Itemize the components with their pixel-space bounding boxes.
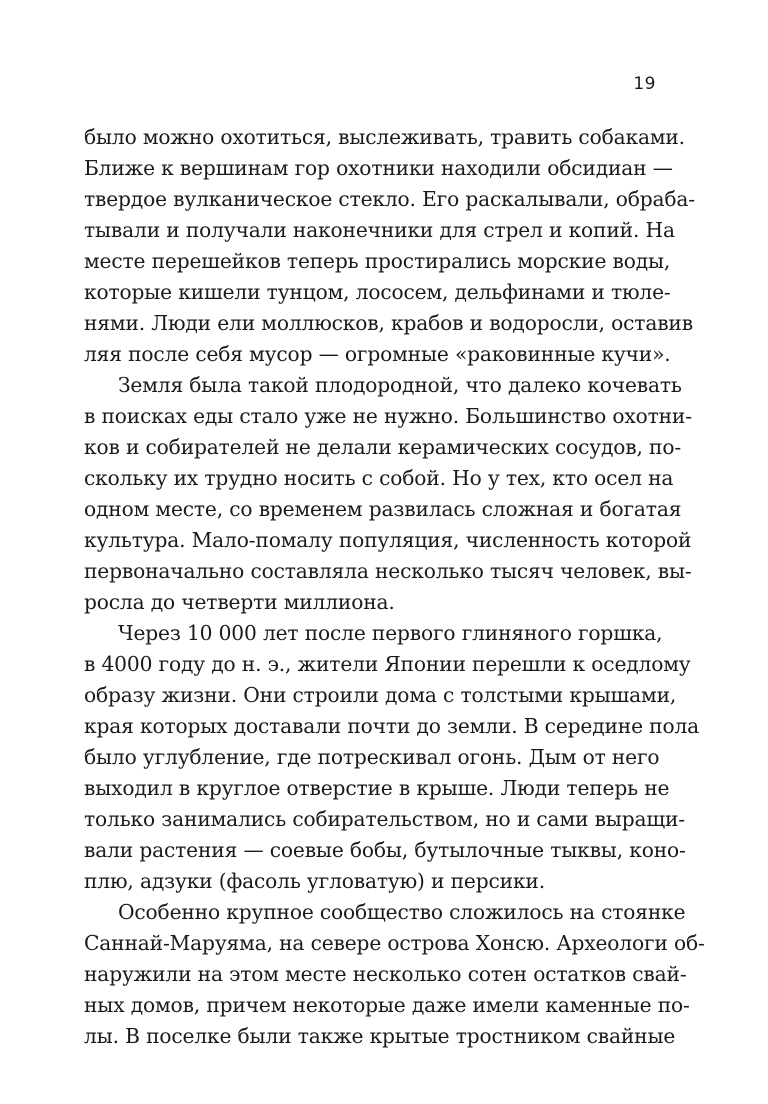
text-line: только занимались собирательством, но и сами выращи- [84, 807, 685, 831]
text-line: культура. Мало-помалу популяция, численность которой [84, 528, 692, 552]
text-line: Через 10 000 лет после первого глиняного горшка, [118, 621, 663, 645]
paragraph [84, 897, 705, 1052]
text-line: росла до четверти миллиона. [84, 590, 395, 614]
text-line: твердое вулканическое стекло. Его раскалывали, обраба- [84, 187, 695, 211]
text-line: в поисках еды стало уже не нужно. Большинство охотни- [84, 404, 692, 428]
text-line: лы. В поселке были также крытые тростником свайные [84, 1024, 676, 1048]
paragraph [84, 370, 692, 618]
text-line: одном месте, со временем развилась сложная и богатая [84, 497, 682, 521]
text-line: Особенно крупное сообщество сложилось на стоянке [118, 900, 686, 924]
text-line: было углубление, где потрескивал огонь. Дым от него [84, 745, 660, 769]
text-line: Земля была такой плодородной, что далеко кочевать [118, 373, 682, 397]
text-line: скольку их трудно носить с собой. Но у тех, кто осел на [84, 466, 674, 490]
paragraph [84, 618, 700, 897]
text-line: ляя после себя мусор — огромные «раковинные кучи». [84, 342, 671, 366]
text-line: которые кишели тунцом, лососем, дельфинами и тюле- [84, 280, 671, 304]
text-line: в 4000 году до н. э., жители Японии перешли к оседлому [84, 652, 691, 676]
text-line: края которых доставали почти до земли. В середине пола [84, 714, 700, 738]
text-line: наружили на этом месте несколько сотен остатков свай- [84, 962, 687, 986]
text-line: месте перешейков теперь простирались морские воды, [84, 249, 671, 273]
body-text [84, 122, 705, 1052]
text-line: первоначально составляла несколько тысяч человек, вы- [84, 559, 692, 583]
text-line: образу жизни. Они строили дома с толстыми крышами, [84, 683, 677, 707]
text-line: нями. Люди ели моллюсков, крабов и водоросли, оставив [84, 311, 693, 335]
text-line: ков и собирателей не делали керамических сосудов, по- [84, 435, 682, 459]
text-line: выходил в круглое отверстие в крыше. Люди теперь не [84, 776, 670, 800]
text-line: плю, адзуки (фасоль угловатую) и персики. [84, 869, 545, 893]
text-line: вали растения — соевые бобы, бутылочные тыквы, коно- [84, 838, 686, 862]
text-line: ных домов, причем некоторые даже имели каменные по- [84, 993, 690, 1017]
page-number: 19 [633, 74, 656, 94]
text-line: Саннай-Маруяма, на севере острова Хонсю. Археологи об- [84, 931, 705, 955]
paragraph [84, 122, 695, 370]
text-line: тывали и получали наконечники для стрел и копий. На [84, 218, 675, 242]
text-line: Ближе к вершинам гор охотники находили обсидиан — [84, 156, 673, 180]
text-line: было можно охотиться, выслеживать, травить собаками. [84, 125, 685, 149]
